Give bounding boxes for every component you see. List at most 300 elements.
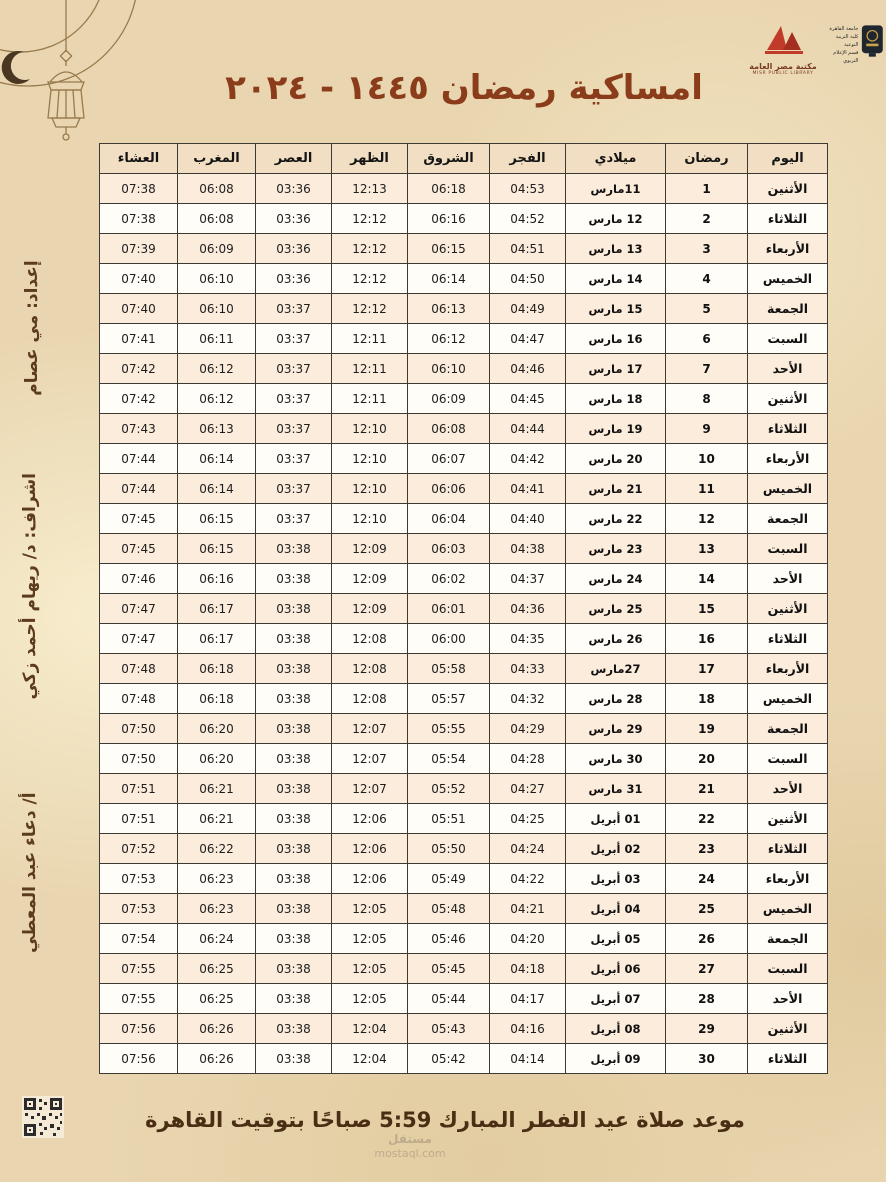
cell-0: الجمعة <box>748 294 828 324</box>
university-emblem-icon <box>861 22 884 60</box>
cell-0: الثلاثاء <box>748 204 828 234</box>
cell-5: 12:11 <box>332 384 408 414</box>
cell-4: 06:15 <box>408 234 490 264</box>
cell-8: 07:50 <box>100 714 178 744</box>
column-header-5: الظهر <box>332 144 408 174</box>
cell-2: 09 أبريل <box>566 1044 666 1074</box>
cell-1: 22 <box>666 804 748 834</box>
cell-3: 04:27 <box>490 774 566 804</box>
cell-3: 04:40 <box>490 504 566 534</box>
corner-arc-inner <box>0 0 106 52</box>
column-header-1: رمضان <box>666 144 748 174</box>
cell-3: 04:50 <box>490 264 566 294</box>
cell-4: 06:04 <box>408 504 490 534</box>
cell-7: 06:25 <box>178 984 256 1014</box>
cell-4: 05:43 <box>408 1014 490 1044</box>
cell-7: 06:15 <box>178 504 256 534</box>
cell-6: 03:38 <box>256 624 332 654</box>
university-text <box>822 22 858 65</box>
cell-8: 07:52 <box>100 834 178 864</box>
cell-1: 11 <box>666 474 748 504</box>
cell-8: 07:38 <box>100 204 178 234</box>
cell-3: 04:44 <box>490 414 566 444</box>
cell-4: 06:10 <box>408 354 490 384</box>
cell-0: الثلاثاء <box>748 414 828 444</box>
cell-8: 07:42 <box>100 384 178 414</box>
cell-6: 03:38 <box>256 684 332 714</box>
cell-5: 12:10 <box>332 504 408 534</box>
page-title: امساكية رمضان ١٤٤٥ - ٢٠٢٤ <box>225 68 703 108</box>
cell-8: 07:50 <box>100 744 178 774</box>
cell-3: 04:32 <box>490 684 566 714</box>
cell-5: 12:12 <box>332 294 408 324</box>
cell-7: 06:10 <box>178 294 256 324</box>
cell-6: 03:38 <box>256 744 332 774</box>
watermark-url: mostaql.com <box>374 1147 446 1160</box>
cell-7: 06:08 <box>178 174 256 204</box>
cell-0: الجمعة <box>748 504 828 534</box>
cell-7: 06:13 <box>178 414 256 444</box>
cell-4: 06:18 <box>408 174 490 204</box>
cell-2: 11مارس <box>566 174 666 204</box>
table-row <box>100 714 828 744</box>
table-row <box>100 894 828 924</box>
column-header-0: اليوم <box>748 144 828 174</box>
cell-5: 12:09 <box>332 594 408 624</box>
cell-6: 03:38 <box>256 534 332 564</box>
university-logo <box>822 22 884 65</box>
cell-4: 05:52 <box>408 774 490 804</box>
cell-8: 07:44 <box>100 474 178 504</box>
cell-6: 03:38 <box>256 654 332 684</box>
cell-4: 06:09 <box>408 384 490 414</box>
cell-8: 07:42 <box>100 354 178 384</box>
cell-4: 06:13 <box>408 294 490 324</box>
cell-2: 23 مارس <box>566 534 666 564</box>
cell-6: 03:38 <box>256 1014 332 1044</box>
library-name-ar: مكتبة مصر العامة <box>749 62 817 71</box>
cell-2: 17 مارس <box>566 354 666 384</box>
cell-0: الأحد <box>748 774 828 804</box>
cell-8: 07:55 <box>100 954 178 984</box>
credit-supervision-1: اشراف: د/ ريهام أحمد زكي <box>20 473 40 700</box>
table-row <box>100 834 828 864</box>
cell-1: 17 <box>666 654 748 684</box>
cell-6: 03:37 <box>256 294 332 324</box>
cell-0: الأحد <box>748 564 828 594</box>
cell-5: 12:08 <box>332 654 408 684</box>
cell-1: 16 <box>666 624 748 654</box>
cell-4: 06:12 <box>408 324 490 354</box>
cell-1: 8 <box>666 384 748 414</box>
cell-2: 04 أبريل <box>566 894 666 924</box>
cell-2: 22 مارس <box>566 504 666 534</box>
cell-3: 04:18 <box>490 954 566 984</box>
column-header-6: العصر <box>256 144 332 174</box>
cell-2: 03 أبريل <box>566 864 666 894</box>
table-row <box>100 174 828 204</box>
table-row <box>100 234 828 264</box>
cell-3: 04:29 <box>490 714 566 744</box>
cell-5: 12:11 <box>332 324 408 354</box>
cell-5: 12:12 <box>332 264 408 294</box>
cell-6: 03:38 <box>256 954 332 984</box>
cell-7: 06:15 <box>178 534 256 564</box>
credit-supervision-2: أ/ دعاء عبد المعطي <box>20 792 40 953</box>
cell-3: 04:45 <box>490 384 566 414</box>
cell-1: 3 <box>666 234 748 264</box>
cell-1: 4 <box>666 264 748 294</box>
cell-5: 12:07 <box>332 714 408 744</box>
table-row <box>100 594 828 624</box>
eid-prayer-note: موعد صلاة عيد الفطر المبارك 5:59 صباحًا بتوقيت القاهرة <box>145 1108 745 1132</box>
cell-4: 05:55 <box>408 714 490 744</box>
table-row <box>100 954 828 984</box>
cell-7: 06:26 <box>178 1014 256 1044</box>
cell-2: 25 مارس <box>566 594 666 624</box>
table-row <box>100 654 828 684</box>
cell-8: 07:48 <box>100 654 178 684</box>
cell-6: 03:36 <box>256 264 332 294</box>
cell-2: 12 مارس <box>566 204 666 234</box>
cell-5: 12:09 <box>332 534 408 564</box>
cell-4: 05:48 <box>408 894 490 924</box>
university-line1: جامعة القاهرة <box>829 26 859 32</box>
cell-7: 06:24 <box>178 924 256 954</box>
cell-7: 06:17 <box>178 594 256 624</box>
cell-5: 12:12 <box>332 204 408 234</box>
cell-2: 19 مارس <box>566 414 666 444</box>
cell-5: 12:10 <box>332 414 408 444</box>
cell-2: 24 مارس <box>566 564 666 594</box>
cell-8: 07:45 <box>100 534 178 564</box>
cell-5: 12:09 <box>332 564 408 594</box>
cell-1: 2 <box>666 204 748 234</box>
cell-5: 12:07 <box>332 744 408 774</box>
cell-7: 06:23 <box>178 864 256 894</box>
cell-2: 21 مارس <box>566 474 666 504</box>
cell-7: 06:09 <box>178 234 256 264</box>
cell-0: الأثنين <box>748 384 828 414</box>
column-header-7: المغرب <box>178 144 256 174</box>
cell-8: 07:56 <box>100 1014 178 1044</box>
cell-0: الأثنين <box>748 174 828 204</box>
cell-7: 06:21 <box>178 774 256 804</box>
cell-4: 06:08 <box>408 414 490 444</box>
cell-6: 03:36 <box>256 204 332 234</box>
cell-3: 04:14 <box>490 1044 566 1074</box>
cell-3: 04:52 <box>490 204 566 234</box>
cell-6: 03:36 <box>256 174 332 204</box>
cell-4: 06:00 <box>408 624 490 654</box>
cell-7: 06:26 <box>178 1044 256 1074</box>
cell-6: 03:38 <box>256 1044 332 1074</box>
cell-2: 15 مارس <box>566 294 666 324</box>
cell-4: 06:02 <box>408 564 490 594</box>
cell-1: 10 <box>666 444 748 474</box>
cell-2: 27مارس <box>566 654 666 684</box>
cell-6: 03:38 <box>256 594 332 624</box>
cell-4: 06:03 <box>408 534 490 564</box>
cell-8: 07:38 <box>100 174 178 204</box>
cell-0: السبت <box>748 534 828 564</box>
cell-8: 07:47 <box>100 594 178 624</box>
cell-1: 7 <box>666 354 748 384</box>
cell-1: 19 <box>666 714 748 744</box>
table-row <box>100 1044 828 1074</box>
cell-7: 06:10 <box>178 264 256 294</box>
cell-7: 06:17 <box>178 624 256 654</box>
cell-7: 06:08 <box>178 204 256 234</box>
timetable-body <box>100 174 828 1074</box>
cell-4: 05:58 <box>408 654 490 684</box>
table-row <box>100 534 828 564</box>
cell-5: 12:08 <box>332 624 408 654</box>
table-row <box>100 354 828 384</box>
cell-0: الأربعاء <box>748 654 828 684</box>
cell-8: 07:40 <box>100 294 178 324</box>
timetable-head-row <box>100 144 828 174</box>
university-line2: كلية التربية النوعية <box>835 34 859 48</box>
cell-2: 07 أبريل <box>566 984 666 1014</box>
cell-1: 9 <box>666 414 748 444</box>
cell-5: 12:07 <box>332 774 408 804</box>
cell-6: 03:38 <box>256 834 332 864</box>
cell-1: 6 <box>666 324 748 354</box>
cell-0: الجمعة <box>748 924 828 954</box>
table-row <box>100 384 828 414</box>
cell-5: 12:05 <box>332 954 408 984</box>
cell-5: 12:04 <box>332 1044 408 1074</box>
cell-4: 06:06 <box>408 474 490 504</box>
cell-4: 05:46 <box>408 924 490 954</box>
watermark-arabic: مستقل <box>388 1132 432 1146</box>
cell-7: 06:14 <box>178 444 256 474</box>
cell-2: 26 مارس <box>566 624 666 654</box>
cell-2: 18 مارس <box>566 384 666 414</box>
library-pyramid-icon <box>761 24 805 56</box>
cell-7: 06:20 <box>178 714 256 744</box>
cell-1: 1 <box>666 174 748 204</box>
cell-5: 12:05 <box>332 924 408 954</box>
column-header-3: الفجر <box>490 144 566 174</box>
cell-0: الثلاثاء <box>748 834 828 864</box>
cell-0: السبت <box>748 324 828 354</box>
cell-8: 07:39 <box>100 234 178 264</box>
cell-1: 27 <box>666 954 748 984</box>
cell-4: 05:45 <box>408 954 490 984</box>
timetable <box>100 143 828 1074</box>
column-header-2: ميلادي <box>566 144 666 174</box>
cell-0: الأربعاء <box>748 234 828 264</box>
cell-3: 04:36 <box>490 594 566 624</box>
cell-8: 07:40 <box>100 264 178 294</box>
cell-0: الخميس <box>748 894 828 924</box>
crescent-icon <box>2 51 30 84</box>
cell-3: 04:37 <box>490 564 566 594</box>
cell-6: 03:37 <box>256 474 332 504</box>
cell-8: 07:48 <box>100 684 178 714</box>
cell-4: 05:50 <box>408 834 490 864</box>
cell-6: 03:37 <box>256 354 332 384</box>
cell-8: 07:44 <box>100 444 178 474</box>
cell-0: الأحد <box>748 354 828 384</box>
table-row <box>100 624 828 654</box>
cell-1: 12 <box>666 504 748 534</box>
cell-1: 15 <box>666 594 748 624</box>
cell-0: الخميس <box>748 264 828 294</box>
cell-8: 07:54 <box>100 924 178 954</box>
prayer-times-table <box>99 143 828 1074</box>
cell-4: 05:42 <box>408 1044 490 1074</box>
cell-7: 06:18 <box>178 654 256 684</box>
column-header-8: العشاء <box>100 144 178 174</box>
cell-3: 04:47 <box>490 324 566 354</box>
cell-4: 05:54 <box>408 744 490 774</box>
cell-1: 20 <box>666 744 748 774</box>
cell-8: 07:43 <box>100 414 178 444</box>
cell-6: 03:37 <box>256 444 332 474</box>
column-header-4: الشروق <box>408 144 490 174</box>
cell-0: الجمعة <box>748 714 828 744</box>
cell-3: 04:22 <box>490 864 566 894</box>
cell-4: 05:51 <box>408 804 490 834</box>
cell-1: 26 <box>666 924 748 954</box>
cell-3: 04:33 <box>490 654 566 684</box>
watermark <box>330 1132 490 1161</box>
cell-6: 03:38 <box>256 864 332 894</box>
cell-6: 03:38 <box>256 804 332 834</box>
cell-7: 06:14 <box>178 474 256 504</box>
table-row <box>100 684 828 714</box>
table-row <box>100 564 828 594</box>
cell-3: 04:21 <box>490 894 566 924</box>
cell-7: 06:21 <box>178 804 256 834</box>
cell-8: 07:51 <box>100 804 178 834</box>
cell-7: 06:12 <box>178 354 256 384</box>
cell-5: 12:06 <box>332 864 408 894</box>
cell-6: 03:37 <box>256 324 332 354</box>
cell-1: 24 <box>666 864 748 894</box>
cell-0: الأحد <box>748 984 828 1014</box>
cell-1: 18 <box>666 684 748 714</box>
cell-6: 03:37 <box>256 504 332 534</box>
table-row <box>100 924 828 954</box>
cell-2: 29 مارس <box>566 714 666 744</box>
cell-3: 04:51 <box>490 234 566 264</box>
cell-6: 03:38 <box>256 894 332 924</box>
cell-1: 30 <box>666 1044 748 1074</box>
cell-3: 04:49 <box>490 294 566 324</box>
cell-2: 16 مارس <box>566 324 666 354</box>
cell-2: 05 أبريل <box>566 924 666 954</box>
table-row <box>100 774 828 804</box>
cell-7: 06:16 <box>178 564 256 594</box>
cell-6: 03:38 <box>256 984 332 1014</box>
cell-5: 12:05 <box>332 894 408 924</box>
cell-1: 14 <box>666 564 748 594</box>
cell-0: الأثنين <box>748 594 828 624</box>
cell-8: 07:53 <box>100 864 178 894</box>
cell-3: 04:42 <box>490 444 566 474</box>
cell-2: 20 مارس <box>566 444 666 474</box>
cell-5: 12:05 <box>332 984 408 1014</box>
cell-0: الخميس <box>748 684 828 714</box>
qr-code <box>22 1096 64 1138</box>
cell-3: 04:28 <box>490 744 566 774</box>
cell-6: 03:38 <box>256 564 332 594</box>
cell-3: 04:25 <box>490 804 566 834</box>
cell-7: 06:22 <box>178 834 256 864</box>
cell-3: 04:16 <box>490 1014 566 1044</box>
cell-8: 07:45 <box>100 504 178 534</box>
cell-0: الأثنين <box>748 804 828 834</box>
cell-0: السبت <box>748 954 828 984</box>
table-row <box>100 204 828 234</box>
cell-1: 29 <box>666 1014 748 1044</box>
cell-0: الثلاثاء <box>748 1044 828 1074</box>
table-row <box>100 294 828 324</box>
cell-0: الثلاثاء <box>748 624 828 654</box>
cell-6: 03:37 <box>256 414 332 444</box>
cell-7: 06:20 <box>178 744 256 774</box>
table-row <box>100 444 828 474</box>
cell-2: 14 مارس <box>566 264 666 294</box>
credit-prepared-by: إعداد: مي عصام <box>22 260 42 396</box>
cell-8: 07:56 <box>100 1044 178 1074</box>
cell-3: 04:46 <box>490 354 566 384</box>
cell-2: 01 أبريل <box>566 804 666 834</box>
cell-3: 04:41 <box>490 474 566 504</box>
cell-5: 12:04 <box>332 1014 408 1044</box>
cell-5: 12:10 <box>332 444 408 474</box>
table-row <box>100 1014 828 1044</box>
table-row <box>100 984 828 1014</box>
university-line3: قسم الإعلام التربوي <box>833 50 859 64</box>
cell-5: 12:08 <box>332 684 408 714</box>
cell-7: 06:25 <box>178 954 256 984</box>
cell-8: 07:53 <box>100 894 178 924</box>
table-row <box>100 864 828 894</box>
cell-5: 12:06 <box>332 804 408 834</box>
table-row <box>100 744 828 774</box>
cell-2: 30 مارس <box>566 744 666 774</box>
cell-1: 23 <box>666 834 748 864</box>
cell-1: 28 <box>666 984 748 1014</box>
cell-7: 06:12 <box>178 384 256 414</box>
table-row <box>100 324 828 354</box>
cell-8: 07:46 <box>100 564 178 594</box>
library-name-en: MISR PUBLIC LIBRARY <box>752 71 814 76</box>
cell-8: 07:41 <box>100 324 178 354</box>
cell-3: 04:53 <box>490 174 566 204</box>
cell-1: 25 <box>666 894 748 924</box>
cell-3: 04:20 <box>490 924 566 954</box>
cell-4: 06:16 <box>408 204 490 234</box>
cell-2: 13 مارس <box>566 234 666 264</box>
cell-7: 06:23 <box>178 894 256 924</box>
cell-8: 07:47 <box>100 624 178 654</box>
cell-5: 12:06 <box>332 834 408 864</box>
cell-0: الأثنين <box>748 1014 828 1044</box>
cell-0: الأربعاء <box>748 444 828 474</box>
cell-6: 03:37 <box>256 384 332 414</box>
cell-4: 06:07 <box>408 444 490 474</box>
cell-2: 08 أبريل <box>566 1014 666 1044</box>
cell-2: 02 أبريل <box>566 834 666 864</box>
cell-4: 05:44 <box>408 984 490 1014</box>
credit-supervision <box>20 473 40 953</box>
